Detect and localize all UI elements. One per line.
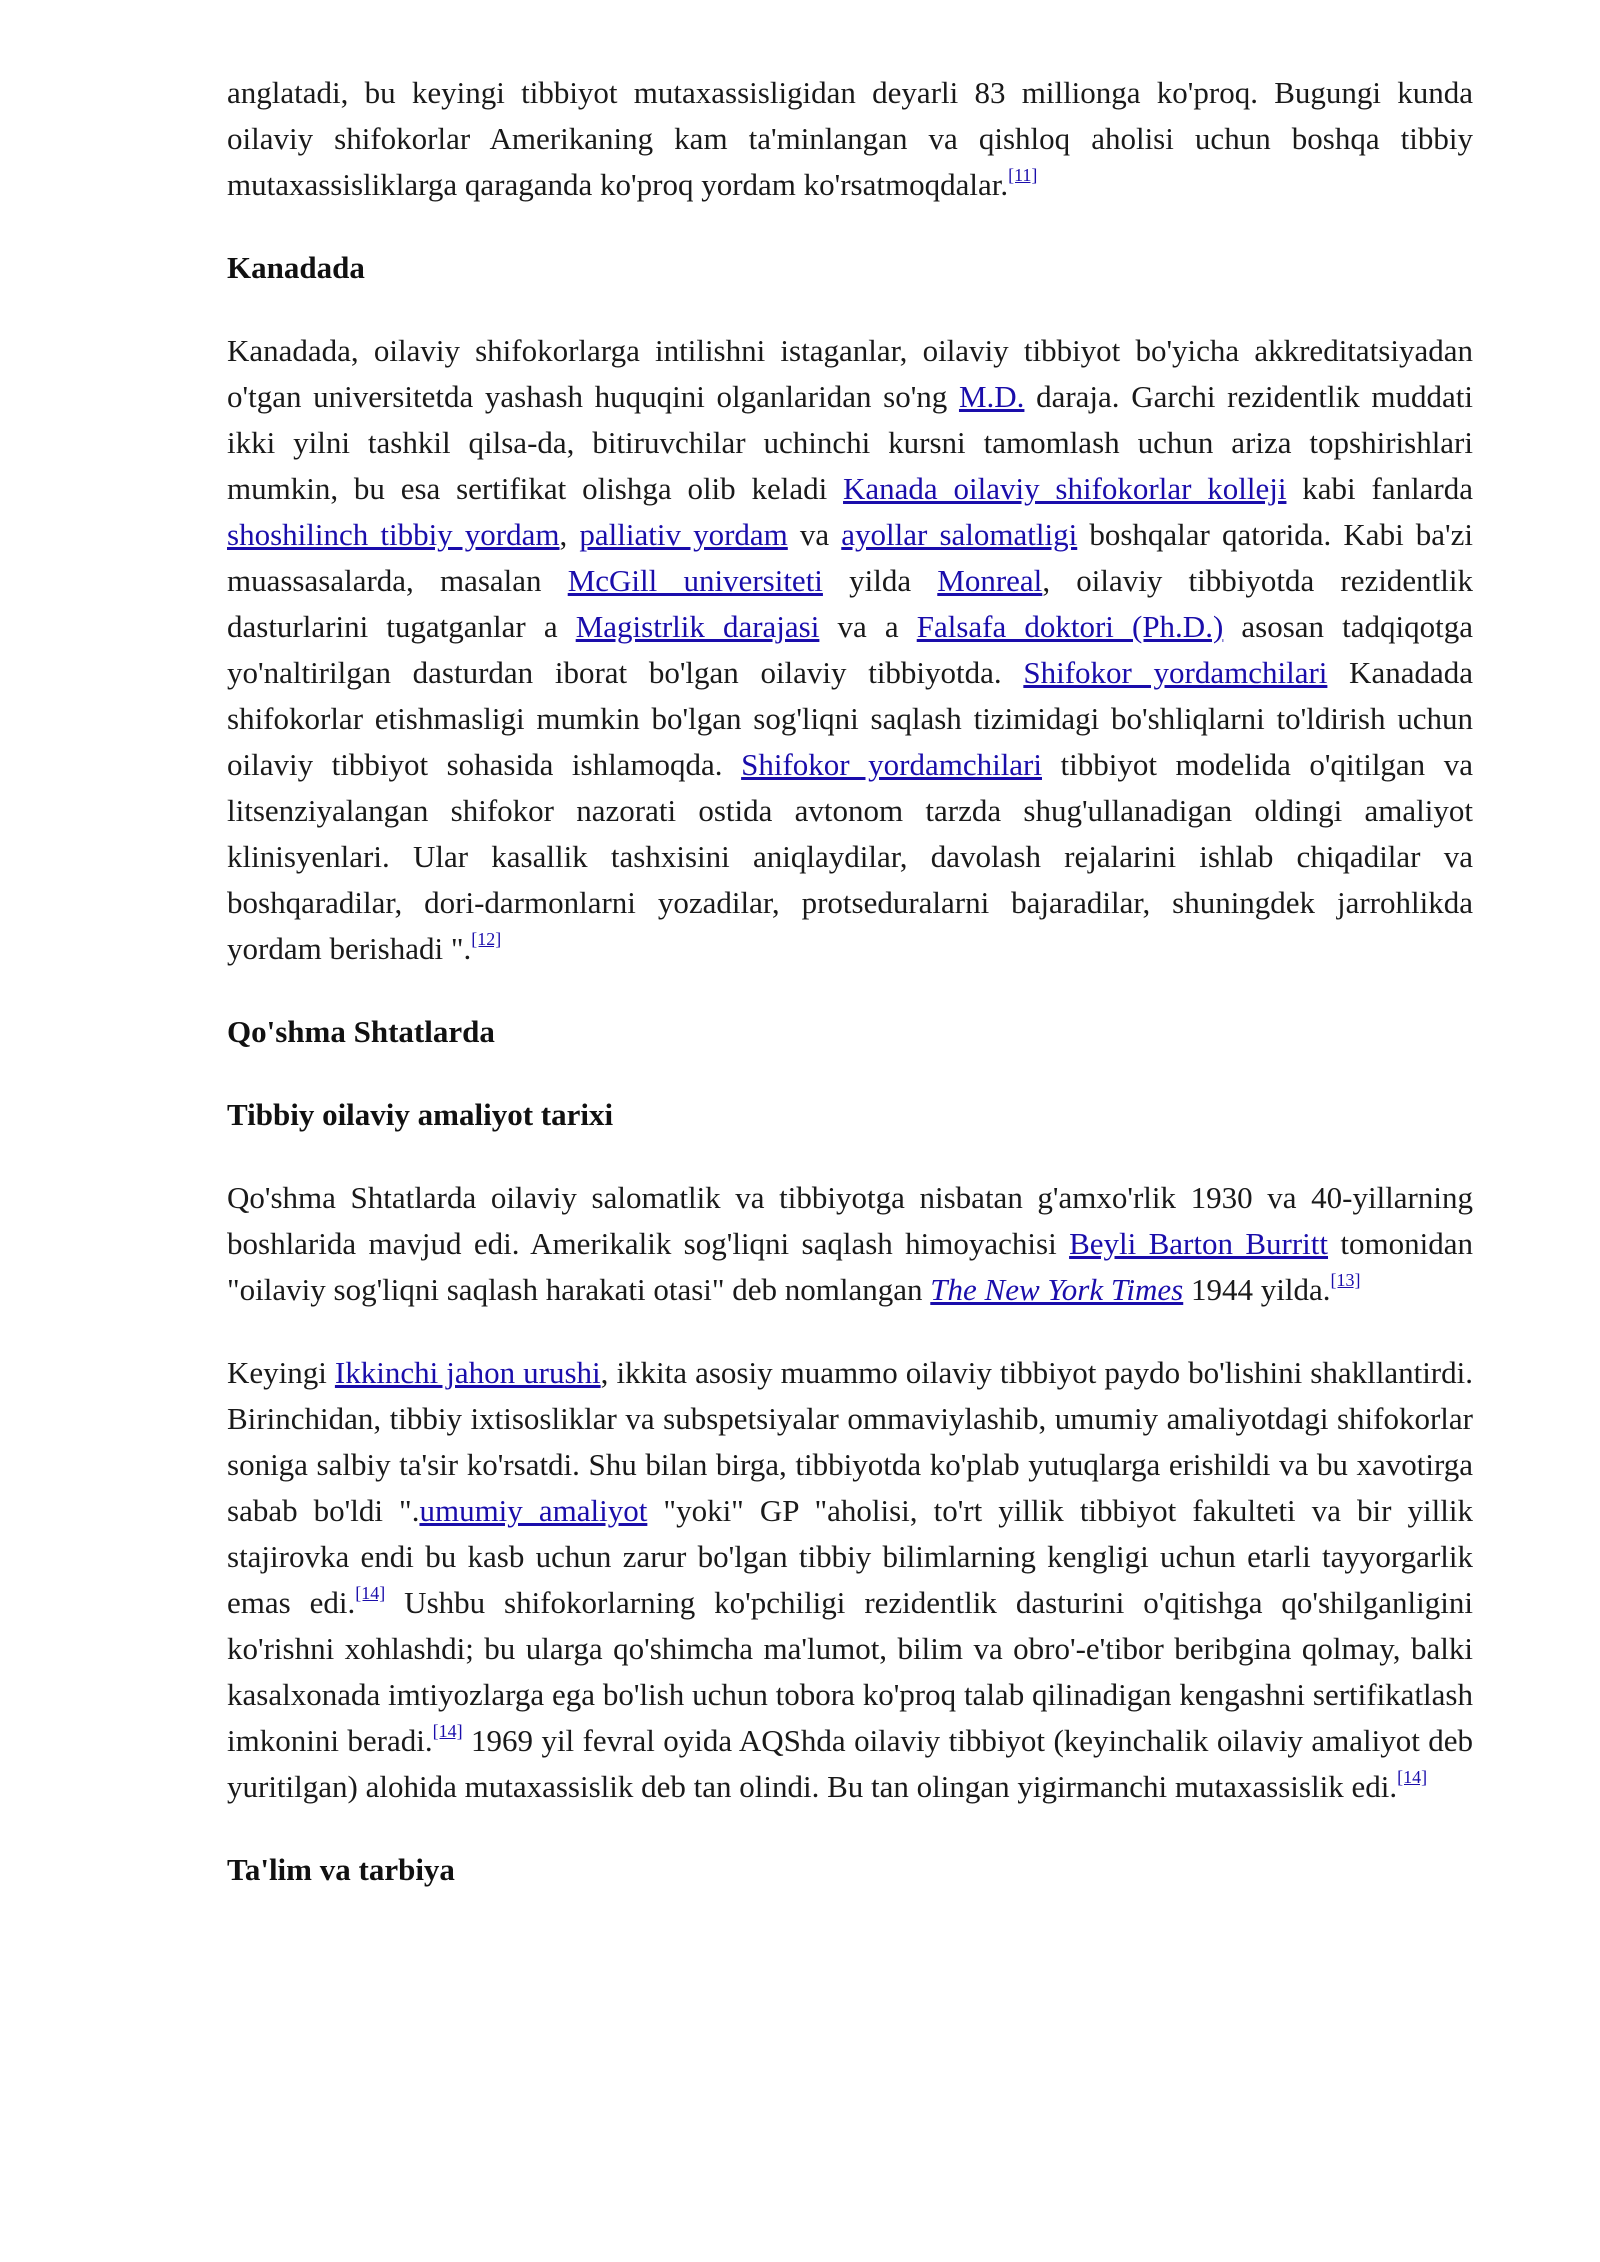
link-new-york-times[interactable]: The New York Times (930, 1272, 1184, 1307)
text: "yoki" GP "aholisi, to'rt yillik tibbiyot fakulteti va bir yillik stajirovka endi bu kasb uchun zarur bo'lgan tibbiy bilimlarning kengligi uchun etarli tayyorgarlik emas edi. (227, 1493, 1473, 1620)
link-phd[interactable]: Falsafa doktori (Ph.D.) (916, 609, 1224, 644)
citation-link[interactable]: [14] (432, 1721, 463, 1741)
paragraph-usa-family-physicians (227, 70, 1473, 208)
text: anglatadi, bu keyingi tibbiyot mutaxassisligidan deyarli 83 millionga ko'proq. Bugungi kunda oilaviy shifokorlar Amerikaning kam ta'minlangan va qishloq aholisi uchun boshqa tibbiy mutaxassisliklarga qaraganda ko'proq yordam ko'rsatmoqdalar. (227, 75, 1473, 202)
heading-history: Tibbiy oilaviy amaliyot tarixi (227, 1097, 614, 1132)
citation[interactable] (355, 1583, 385, 1603)
link-masters-degree[interactable]: Magistrlik darajasi (575, 609, 820, 644)
citation-link[interactable]: [14] (355, 1583, 386, 1603)
text: tomonidan "oilaviy sog'liqni saqlash harakati otasi" deb nomlangan (227, 1226, 1473, 1307)
citation-link[interactable]: [14] (1397, 1767, 1428, 1787)
citation[interactable] (1397, 1767, 1427, 1787)
text: 1944 yilda. (1183, 1272, 1331, 1307)
link-world-war-2[interactable]: Ikkinchi jahon urushi (334, 1355, 601, 1390)
link-md[interactable]: M.D. (958, 379, 1025, 414)
text: , oilaviy tibbiyotda rezidentlik dasturlarini tugatganlar a (227, 563, 1473, 644)
heading-canada: Kanadada (227, 250, 365, 285)
citation[interactable] (433, 1721, 463, 1741)
link-montreal[interactable]: Monreal (937, 563, 1043, 598)
citation-link[interactable]: [12] (471, 929, 502, 949)
text: asosan tadqiqotga yo'naltirilgan dasturdan iborat bo'lgan oilaviy tibbiyotda. (227, 609, 1473, 690)
text: va a (819, 609, 917, 644)
link-physician-assistants[interactable]: Shifokor yordamchilari (1023, 655, 1328, 690)
text: tibbiyot modelida o'qitilgan va litsenziyalangan shifokor nazorati ostida avtonom tarzda shug'ullanadigan oldingi amaliyot klinisyenlari. Ular kasallik tashxisini aniqlaydilar, davolash rejalarini ishlab chiqadilar va boshqaradilar, dori-darmonlarni yozadilar, protseduralarni bajaradilar, shuningdek jarrohlikda yordam berishadi ". (227, 747, 1473, 966)
document-page (227, 70, 1473, 1930)
heading-usa: Qo'shma Shtatlarda (227, 1014, 495, 1049)
heading-education: Ta'lim va tarbiya (227, 1852, 455, 1887)
text: , (559, 517, 580, 552)
text: Kanadada, oilaviy shifokorlarga intilishni istaganlar, oilaviy tibbiyot bo'yicha akkreditatsiyadan o'tgan universitetda yashash huquqini olganlaridan so'ng (227, 333, 1473, 414)
link-general-practice[interactable]: umumiy amaliyot (419, 1493, 648, 1528)
text: boshqalar qatorida. Kabi ba'zi muassasalarda, masalan (227, 517, 1474, 598)
text: Ushbu shifokorlarning ko'pchiligi rezidentlik dasturini o'qitishga qo'shilganligini ko'rishni xohlashdi; bu ularga qo'shimcha ma'lumot, bilim va obro'-e'tibor beribgina qolmay, balki kasalxonada imtiyozlarga ega bo'lish uchun tobora ko'proq talab qilinadigan kengashni sertifikatlash imkonini beradi. (227, 1585, 1473, 1758)
paragraph-history-2 (227, 1350, 1473, 1810)
text: daraja. Garchi rezidentlik muddati ikki yilni tashkil qilsa-da, bitiruvchilar uchinchi kursni tamomlash uchun ariza topshirishlari mumkin, bu esa sertifikat olishga olib keladi (227, 379, 1473, 506)
text: Qo'shma Shtatlarda oilaviy salomatlik va tibbiyotga nisbatan g'amxo'rlik 1930 va 40-yillarning boshlarida mavjud edi. Amerikalik sog'liqni saqlash himoyachisi (227, 1180, 1473, 1261)
text: , ikkita asosiy muammo oilaviy tibbiyot paydo bo'lishini shakllantirdi. Birinchidan, tibbiy ixtisosliklar va subspetsiyalar ommaviylashib, umumiy amaliyotdagi shifokorlar soniga salbiy ta'sir ko'rsatdi. Shu bilan birga, tibbiyotda ko'plab yutuqlarga erishildi va bu xavotirga sabab bo'ldi ". (227, 1355, 1473, 1528)
text: Kanadada shifokorlar etishmasligi mumkin bo'lgan sog'liqni saqlash tizimidagi bo'shliqlarni to'ldirish uchun oilaviy tibbiyot sohasida ishlamoqda. (227, 655, 1473, 782)
text: 1969 yil fevral oyida AQShda oilaviy tibbiyot (keyinchalik oilaviy amaliyot deb yuritilgan) alohida mutaxassislik deb tan olindi. Bu tan olingan yigirmanchi mutaxassislik edi. (227, 1723, 1474, 1804)
link-bailey-barton-burritt[interactable]: Beyli Barton Burritt (1069, 1226, 1329, 1261)
citation[interactable] (1330, 1270, 1360, 1290)
link-physician-assistants[interactable]: Shifokor yordamchilari (741, 747, 1042, 782)
citation[interactable] (1008, 165, 1037, 185)
citation[interactable] (471, 929, 501, 949)
citation-link[interactable]: [11] (1008, 165, 1038, 185)
link-womens-health[interactable]: ayollar salomatligi (841, 517, 1078, 552)
text: va (787, 517, 842, 552)
paragraph-history-1 (227, 1175, 1473, 1313)
link-college-family-physicians-canada[interactable]: Kanada oilaviy shifokorlar kolleji (843, 471, 1287, 506)
paragraph-canada (227, 328, 1473, 972)
text: Keyingi (227, 1355, 335, 1390)
text: yilda (822, 563, 938, 598)
citation-link[interactable]: [13] (1330, 1270, 1361, 1290)
link-emergency-medicine[interactable]: shoshilinch tibbiy yordam (227, 517, 560, 552)
link-mcgill-university[interactable]: McGill universiteti (567, 563, 823, 598)
text: kabi fanlarda (1286, 471, 1473, 506)
link-palliative-care[interactable]: palliativ yordam (579, 517, 788, 552)
